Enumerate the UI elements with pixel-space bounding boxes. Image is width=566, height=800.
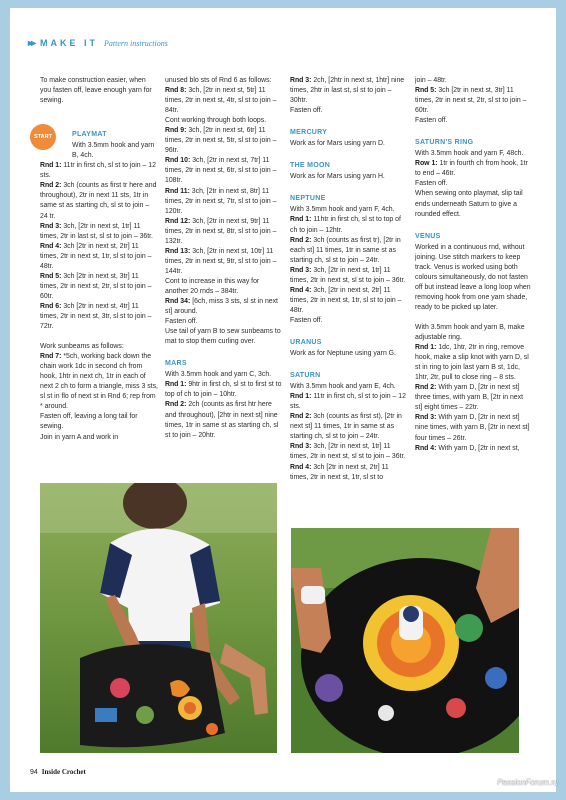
pattern-row (165, 116, 283, 126)
saturns-ring-heading: SATURN'S RING (415, 139, 474, 147)
fasten-text: Fasten off. (290, 107, 323, 115)
row-text: 3ch (counts as first tr here and throughout), 2tr in next 11 sts, 1tr in same st as starting ch, sl st to join – 24 tr. (40, 182, 157, 220)
ring-sew: When sewing onto playmat, slip tail ends underneath Saturn to give a rounded effect. (415, 190, 523, 218)
ring-row (415, 159, 531, 179)
row-text: 3ch, [2tr in next st, 1tr] 11 times, 2tr in next st, sl st to join – 36tr. (290, 266, 406, 284)
pattern-row (165, 317, 283, 327)
row-text: 3ch (counts as first st), [2tr in next st] 11 times, 1tr in same st as starting ch, sl st to join – 24tr. (290, 413, 402, 441)
col2-intro: unused blo sts of Rnd 6 as follows: (165, 77, 272, 84)
pattern-row (415, 343, 531, 383)
row-text: With yarn D, [2tr in next st] three times, with yarn B, [2tr in next st] eight times – 22tr. (415, 384, 523, 412)
mercury-heading: MERCURY (290, 129, 328, 137)
row-label: Rnd 13: (165, 247, 191, 255)
mars-rows (165, 380, 283, 440)
neptune-fasten: Fasten off. (290, 316, 323, 324)
row-text: 3ch, [2tr in next st, 7tr] 11 times, 2tr in next st, 6tr, sl st to join – 108tr. (165, 157, 277, 185)
pattern-row (165, 126, 283, 156)
rnd3-row (290, 76, 408, 106)
pattern-row (290, 442, 408, 462)
column-3 (290, 76, 408, 483)
row-text: 3ch [2tr in next st, 3tr] 11 times, 2tr in next st, 2tr, sl st to join – 60tr. (40, 272, 152, 300)
row-label: Rnd 4: (415, 444, 437, 452)
pattern-row (165, 86, 283, 116)
row-text: 3ch, [2tr in next st, 9tr] 11 times, 2tr in next st, 8tr, sl st to join – 132tr. (165, 217, 277, 245)
row-label: Rnd 5: (40, 272, 62, 280)
row-label: Rnd 6: (40, 302, 62, 310)
saturn-heading: SATURN (290, 372, 321, 380)
col2-rows (165, 86, 283, 347)
row-text: 3ch, [2tr in next st, 2tr] 11 times, 2tr in next st, 1tr, sl st to join – 48tr. (290, 286, 402, 314)
pattern-row (165, 327, 283, 347)
pattern-row (165, 297, 283, 317)
row-text: 3ch, [2tr in next st, 5tr] 11 times, 2tr in next st, 4tr, sl st to join – 84tr. (165, 87, 277, 115)
row-text: 11tr in first ch, sl st to join – 12 sts. (290, 393, 406, 411)
pattern-row (40, 222, 158, 242)
ring-setup: With 3.5mm hook and yarn F, 48ch. (415, 150, 524, 158)
column-2 (165, 76, 283, 441)
row-label: Rnd 3: (415, 414, 437, 422)
row-text: 11htr in first ch, sl st to top of ch to join – 12htr. (290, 216, 401, 234)
venus-setup: With 3.5mm hook and yarn B, make adjustable ring. (415, 323, 525, 342)
pattern-row (165, 400, 283, 440)
row-text: 3ch, [2tr in next st, 1tr] 11 times, 2tr in next st, sl st to join – 36tr. (290, 443, 406, 461)
pattern-row (40, 302, 158, 332)
join-text: Join in yarn A and work in (40, 433, 119, 441)
start-badge: START (30, 124, 56, 150)
pattern-row (40, 181, 158, 221)
intro-text: To make construction easier, when you fasten off, leave enough yarn for sewing. (40, 77, 152, 105)
watermark: PassionForum.ru (497, 778, 558, 787)
playmat-rows (40, 161, 158, 332)
mercury-text: Work as for Mars using yarn D. (290, 140, 385, 148)
row-text: 3ch [2tr in next st, 4tr] 11 times, 2tr in next st, 3tr, sl st to join – 72tr. (40, 302, 152, 331)
row-text: 3ch, [2tr in next st, 1tr] 11 times, 2tr in last st, sl st to join – 36tr. (40, 222, 153, 240)
row-label: Rnd 3: (290, 443, 312, 451)
pattern-row (290, 215, 408, 235)
row-label: Rnd 9: (165, 127, 187, 135)
row-text: 3ch [2tr in next st, 2tr] 11 times, 2tr in next st, 1tr, sl st to join – 48tr. (40, 242, 152, 270)
ring-fasten: Fasten off. (415, 180, 448, 188)
neptune-rows (290, 215, 408, 315)
fasten-text: Fasten off. (415, 117, 448, 125)
uranus-text: Work as for Neptune using yarn G. (290, 350, 396, 358)
mars-heading: MARS (165, 360, 187, 368)
row-text: Fasten off. (165, 318, 198, 326)
row-text: 9htr in first ch, sl st to first st to top of ch to join – 10htr. (165, 381, 282, 399)
photo-illustration (40, 483, 277, 753)
column-4 (415, 76, 531, 454)
row-label: Rnd 5: (415, 87, 437, 95)
venus-heading: VENUS (415, 232, 441, 240)
neptune-setup: With 3.5mm hook and yarn F, 4ch. (290, 206, 395, 214)
photo-playmat-sun-closeup (291, 528, 519, 753)
photo-child-with-playmat-bag (40, 483, 277, 753)
column-1 (40, 76, 158, 443)
row-label: Rnd 1: (290, 216, 312, 224)
row-text: 3ch, [2tr in next st, 8tr] 11 times, 2tr in next st, 7tr, sl st to join – 120tr. (165, 187, 277, 215)
row-label: Rnd 1: (415, 344, 437, 352)
venus-text: Worked in a continuous rnd, without joining. Use stitch markers to keep track. Venus is worked using both colours simultaneously, do not fasten off but instead leave a long loop when removing hook from one yarn shade, ready to be picked up later. (415, 243, 531, 311)
row-label: Rnd 34: (165, 298, 191, 306)
saturn-setup: With 3.5mm hook and yarn E, 4ch. (290, 383, 396, 391)
fasten-text: Fasten off, leaving a long tail for sewing. (40, 413, 138, 431)
pattern-row (290, 392, 408, 412)
rnd7-row (40, 352, 158, 412)
pattern-row (290, 463, 408, 483)
pattern-row (290, 412, 408, 442)
row-text: 3ch [2tr in next st, 2tr] 11 times, 2tr in next st, 1tr, sl st to (290, 463, 389, 481)
row-text: 3ch (counts as first tr), [2tr in each st] 11 times, 1tr in same st as starting ch, sl st to join – 24tr. (290, 236, 401, 264)
row-label: Rnd 1: (290, 393, 312, 401)
playmat-heading: PLAYMAT (72, 131, 107, 139)
section-subtitle: Pattern instructions (104, 38, 168, 48)
pattern-row (290, 286, 408, 316)
row-text: Cont working through both loops. (165, 117, 267, 125)
pattern-row (165, 277, 283, 297)
pattern-row (165, 247, 283, 277)
pattern-row (40, 161, 158, 181)
row-label: Rnd 2: (165, 401, 187, 409)
pattern-row (40, 272, 158, 302)
moon-heading: THE MOON (290, 162, 331, 170)
rnd5-row (415, 86, 531, 116)
row-text: 2ch, [2htr in next st, 1htr] nine times, 2htr in last st, sl st to join – 30htr. (290, 77, 405, 105)
double-arrow-icon: ▸▸ (28, 37, 35, 49)
pattern-row (415, 413, 531, 443)
section-header (28, 36, 168, 50)
row-label: Rnd 2: (290, 413, 312, 421)
page-footer (30, 768, 86, 776)
row-label: Rnd 2: (290, 236, 312, 244)
row-text: Use tail of yarn B to sew sunbeams to mat to stop them curling over. (165, 328, 281, 346)
photo-illustration (291, 528, 519, 753)
row-text: 3ch, [2tr in next st, 10tr] 11 times, 2tr in next st, 9tr, sl st to join – 144tr. (165, 247, 277, 275)
uranus-heading: URANUS (290, 338, 322, 346)
pattern-row (165, 156, 283, 186)
pattern-row (415, 444, 531, 454)
row-label: Rnd 8: (165, 87, 187, 95)
pattern-row (165, 187, 283, 217)
row-text: 1dc, 1htr, 2tr in ring, remove hook, make a slip knot with yarn D, sl st in ring to join last yarn B st, 1dc, 1htr, 2tr, pull to close ring – 8 sts. (415, 344, 529, 382)
row-label: Rnd 4: (40, 242, 62, 250)
pattern-row (290, 236, 408, 266)
row-text: 3ch, [2tr in next st, 6tr] 11 times, 2tr in next st, 5tr, sl st to join – 96tr. (165, 127, 277, 155)
row-label: Rnd 1: (40, 162, 62, 170)
row-label: Rnd 3: (40, 222, 62, 230)
pattern-row (165, 217, 283, 247)
pattern-row (40, 242, 158, 272)
row-label: Rnd 2: (40, 182, 62, 190)
row-label: Rnd 4: (290, 463, 312, 471)
row-label: Rnd 4: (290, 286, 312, 294)
mars-setup: With 3.5mm hook and yarn C, 3ch. (165, 371, 272, 379)
continued-text: join – 48tr. (415, 77, 447, 84)
row-text: With yarn D, [2tr in next st] nine times, with yarn B, [2tr in next st] four times – 26tr. (415, 414, 530, 442)
saturn-rows (290, 392, 408, 482)
row-label: Rnd 11: (165, 187, 190, 195)
row-text: 11tr in first ch, sl st to join – 12 sts. (40, 162, 156, 180)
page-number: 94 (30, 769, 38, 776)
row-label: Row 1: (415, 160, 438, 168)
row-text: 3ch [2tr in next st, 3tr] 11 times, 2tr in next st, 2tr, sl st to join – 60tr. (415, 87, 527, 115)
playmat-setup: With 3.5mm hook and yarn B, 4ch. (72, 142, 155, 160)
row-label: Rnd 3: (290, 77, 312, 84)
row-label: Rnd 7: (40, 353, 62, 361)
pattern-row (290, 266, 408, 286)
row-label: Rnd 2: (415, 384, 437, 392)
section-title: MAKE IT (40, 38, 99, 48)
magazine-name: Inside Crochet (41, 768, 86, 776)
row-label: Rnd 1: (165, 381, 187, 389)
row-text: 2ch (counts as first htr here and throughout), [2htr in next st] nine times, 1tr in same st as starting ch, sl st to join – 20htr. (165, 401, 279, 439)
venus-rows (415, 343, 531, 454)
row-label: Rnd 12: (165, 217, 191, 225)
pattern-row (415, 383, 531, 413)
sunbeams-text: Work sunbeams as follows: (40, 343, 124, 351)
pattern-row (165, 380, 283, 400)
neptune-heading: NEPTUNE (290, 195, 326, 203)
row-text: *5ch, working back down the chain work 1dc in second ch from hook, 1htr in next ch, 1tr in each of next 2 ch to form a triangle, miss 3 sts, sl st in flo of next st in Rnd 6; rep from * around. (40, 353, 158, 411)
row-label: Rnd 3: (290, 266, 312, 274)
row-text: 1tr in fourth ch from hook, 1tr to end – 46tr. (415, 160, 528, 178)
moon-text: Work as for Mars using yarn H. (290, 173, 385, 181)
row-label: Rnd 10: (165, 157, 191, 165)
row-text: Cont to increase in this way for another 20 rnds – 384tr. (165, 277, 260, 295)
row-text: With yarn D, [2tr in next st, (436, 444, 520, 452)
row-text: [6ch, miss 3 sts, sl st in next st] around. (165, 298, 278, 316)
